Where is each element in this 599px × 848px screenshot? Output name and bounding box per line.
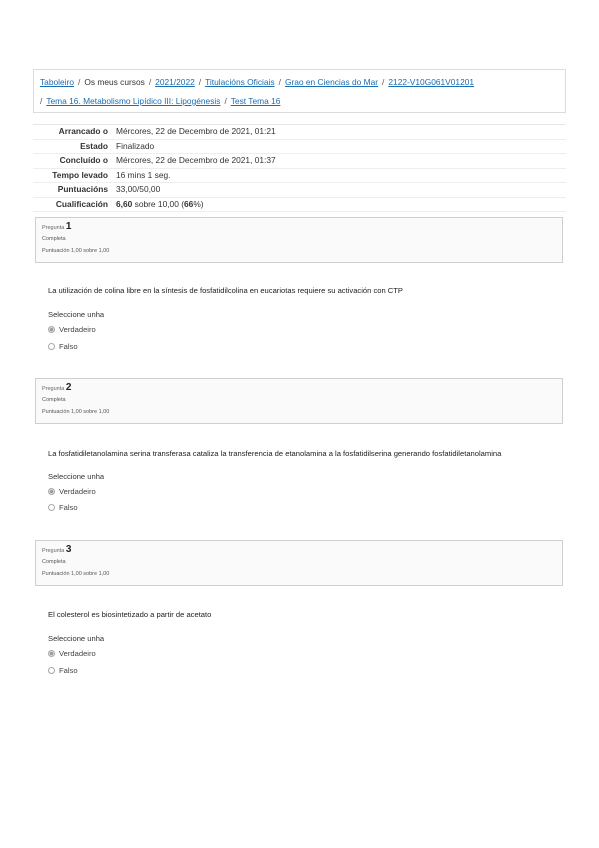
breadcrumb-my-courses: Os meus cursos: [84, 77, 145, 87]
summary-label: Puntuacións: [57, 184, 108, 194]
question-number: 3: [65, 544, 72, 555]
summary-value: [114, 198, 204, 212]
question-text-3: El colesterol es biosintetizado a partir de acetato: [48, 610, 212, 619]
summary-row-started: [33, 125, 566, 140]
summary-value: 16 mins 1 seg.: [116, 169, 171, 180]
question-text-2: La fosfatidiletanolamina serina transferasa cataliza la transferencia de etanolamina a la fosfatidilserina generando fosfatidiletanolamina: [48, 449, 502, 458]
answer-option-true-3[interactable]: [48, 649, 96, 658]
grade-out-of: sobre 10,00 (: [132, 198, 184, 209]
grade-percent: 66: [184, 198, 194, 209]
breadcrumb-link-degrees[interactable]: Titulacións Oficiais: [205, 77, 275, 87]
breadcrumb-separator: /: [40, 96, 43, 106]
breadcrumb-separator: /: [382, 77, 385, 87]
question-number-line: [42, 221, 562, 233]
summary-value: Finalizado: [116, 140, 155, 151]
breadcrumb-separator: /: [198, 77, 202, 87]
radio-button[interactable]: [48, 667, 55, 674]
question-grade: Puntuación 1,00 sobre 1,00: [42, 409, 110, 415]
answer-option-false-3[interactable]: [48, 666, 78, 675]
question-state: Completa: [42, 236, 66, 242]
summary-row-completed: [33, 154, 566, 169]
radio-button[interactable]: [48, 504, 55, 511]
answer-label: Verdadeiro: [59, 325, 96, 334]
breadcrumb-separator: /: [278, 77, 281, 87]
question-info-1: [35, 217, 563, 263]
breadcrumb-link-degree[interactable]: Grao en Ciencias do Mar: [284, 77, 379, 87]
radio-button-checked[interactable]: [48, 326, 55, 333]
summary-row-grade: [33, 198, 566, 213]
summary-value: 33,00/50,00: [116, 184, 161, 194]
question-label: Pregunta: [42, 386, 65, 392]
breadcrumb-link-topic[interactable]: Tema 16. Metabolismo Lipídico III: Lipogénesis: [46, 96, 221, 106]
question-text-1: La utilización de colina libre en la síntesis de fosfatidilcolina en eucariotas requiere su activación con CTP: [48, 286, 403, 295]
answer-label: Falso: [59, 342, 78, 351]
breadcrumb-line-1: [40, 77, 565, 88]
summary-value: Mércores, 22 de Decembro de 2021, 01:37: [116, 155, 276, 165]
question-number-line: [42, 544, 562, 556]
breadcrumb-separator: /: [148, 77, 152, 87]
question-prompt-3: Seleccione unha: [48, 634, 105, 643]
question-prompt-1: Seleccione unha: [48, 310, 105, 319]
summary-label: Cualificación: [55, 198, 108, 209]
summary-label: Arrancado o: [58, 126, 108, 136]
question-label: Pregunta: [42, 548, 65, 554]
answer-option-false-2[interactable]: [48, 503, 78, 512]
breadcrumb-line-2: [40, 96, 565, 107]
question-label: Pregunta: [42, 225, 65, 231]
answer-option-true-2[interactable]: [48, 487, 96, 496]
summary-label: Tempo levado: [52, 169, 108, 180]
summary-row-state: [33, 140, 566, 155]
breadcrumb-separator: /: [78, 77, 81, 87]
answer-option-true-1[interactable]: [48, 325, 96, 334]
breadcrumb-link-course[interactable]: 2122-V10G061V01201: [388, 77, 475, 87]
question-prompt-2: Seleccione unha: [48, 472, 105, 481]
question-state: Completa: [42, 397, 66, 403]
answer-option-false-1[interactable]: [48, 342, 78, 351]
grade-value: 6,60: [116, 198, 133, 209]
answer-label: Verdadeiro: [59, 487, 96, 496]
breadcrumb-link-test[interactable]: Test Tema 16: [230, 96, 281, 106]
question-number: 1: [65, 221, 72, 232]
question-state: Completa: [42, 559, 66, 565]
breadcrumb: [33, 69, 566, 113]
breadcrumb-separator: /: [224, 96, 227, 106]
question-grade: Puntuación 1,00 sobre 1,00: [42, 248, 110, 254]
question-info-3: [35, 540, 563, 586]
question-number-line: [42, 382, 562, 394]
radio-button[interactable]: [48, 343, 55, 350]
breadcrumb-link-year[interactable]: 2021/2022: [155, 77, 195, 87]
radio-button-checked[interactable]: [48, 488, 55, 495]
question-number: 2: [65, 382, 72, 393]
summary-value: Mércores, 22 de Decembro de 2021, 01:21: [116, 126, 276, 136]
breadcrumb-link-dashboard[interactable]: Taboleiro: [40, 77, 74, 87]
summary-row-time-taken: [33, 169, 566, 184]
answer-label: Verdadeiro: [59, 649, 96, 658]
answer-label: Falso: [59, 503, 78, 512]
summary-label: Concluído o: [59, 155, 108, 165]
question-info-2: [35, 378, 563, 424]
summary-label: Estado: [80, 140, 108, 151]
grade-percent-suffix: %): [193, 198, 204, 209]
summary-row-marks: [33, 183, 566, 198]
attempt-summary-table: [33, 124, 566, 212]
answer-label: Falso: [59, 666, 78, 675]
question-grade: Puntuación 1,00 sobre 1,00: [42, 571, 110, 577]
radio-button-checked[interactable]: [48, 650, 55, 657]
